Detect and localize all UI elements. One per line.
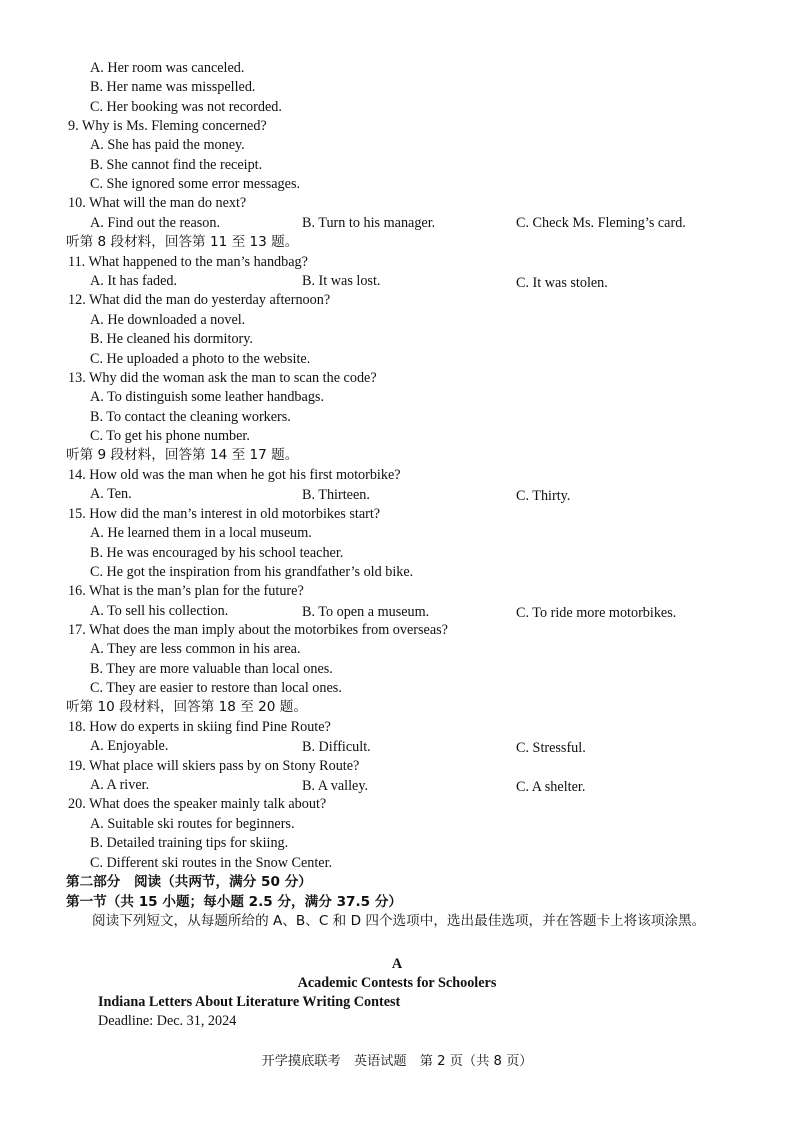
q13-option-c: C. To get his phone number. [90, 428, 250, 444]
q12-stem: 12. What did the man do yesterday afternoon? [68, 292, 331, 308]
q15-stem: 15. How did the man’s interest in old motorbikes start? [68, 506, 381, 522]
part-2-section-1-heading: 第一节（共 15 小题；每小题 2.5 分，满分 37.5 分） [66, 894, 403, 910]
q18-option-b: B. Difficult. [302, 739, 371, 755]
q16-option-a: A. To sell his collection. [90, 603, 229, 619]
q14-option-c: C. Thirty. [516, 488, 571, 504]
deadline: Deadline: Dec. 31, 2024 [98, 1013, 237, 1029]
q16-option-b: B. To open a museum. [302, 604, 430, 620]
q16-stem: 16. What is the man’s plan for the future? [68, 583, 304, 599]
passage-letter: A [391, 956, 403, 972]
passage-title: Academic Contests for Schoolers [297, 975, 497, 991]
q19-option-c: C. A shelter. [516, 779, 586, 795]
section-10-instruction: 听第 10 段材料，回答第 18 至 20 题。 [66, 699, 307, 715]
q10-option-b: B. Turn to his manager. [302, 215, 436, 231]
q19-stem: 19. What place will skiers pass by on Stony Route? [68, 758, 360, 774]
q10-option-c: C. Check Ms. Fleming’s card. [516, 215, 686, 231]
q9-option-b: B. She cannot find the receipt. [90, 157, 263, 173]
q15-option-a: A. He learned them in a local museum. [90, 525, 312, 541]
q8-option-c: C. Her booking was not recorded. [90, 99, 282, 115]
q11-option-b: B. It was lost. [302, 273, 381, 289]
q20-option-a: A. Suitable ski routes for beginners. [90, 816, 295, 832]
q17-stem: 17. What does the man imply about the motorbikes from overseas? [68, 622, 448, 638]
q8-option-b: B. Her name was misspelled. [90, 79, 256, 95]
section-9-instruction: 听第 9 段材料，回答第 14 至 17 题。 [66, 447, 299, 463]
q13-stem: 13. Why did the woman ask the man to scan the code? [68, 370, 377, 386]
q20-stem: 20. What does the speaker mainly talk about? [68, 796, 327, 812]
q20-option-c: C. Different ski routes in the Snow Center. [90, 855, 333, 871]
q13-option-b: B. To contact the cleaning workers. [90, 409, 291, 425]
q14-option-b: B. Thirteen. [302, 487, 370, 503]
part-2-heading: 第二部分 阅读（共两节，满分 50 分） [66, 874, 312, 890]
q15-option-b: B. He was encouraged by his school teacher. [90, 545, 344, 561]
q9-option-c: C. She ignored some error messages. [90, 176, 301, 192]
q11-option-a: A. It has faded. [90, 273, 178, 289]
q18-stem: 18. How do experts in skiing find Pine Route? [68, 719, 331, 735]
contest-name: Indiana Letters About Literature Writing Contest [98, 994, 401, 1010]
q9-stem: 9. Why is Ms. Fleming concerned? [68, 118, 267, 134]
q10-stem: 10. What will the man do next? [68, 195, 247, 211]
q18-option-a: A. Enjoyable. [90, 738, 169, 754]
q11-option-c: C. It was stolen. [516, 275, 608, 291]
q9-option-a: A. She has paid the money. [90, 137, 245, 153]
q17-option-a: A. They are less common in his area. [90, 641, 301, 657]
q13-option-a: A. To distinguish some leather handbags. [90, 389, 324, 405]
q19-option-a: A. A river. [90, 777, 150, 793]
q8-option-a: A. Her room was canceled. [90, 60, 245, 76]
q14-stem: 14. How old was the man when he got his first motorbike? [68, 467, 401, 483]
section-8-instruction: 听第 8 段材料，回答第 11 至 13 题。 [66, 234, 299, 250]
page-footer: 开学摸底联考 英语试题 第 2 页（共 8 页） [261, 1054, 533, 1069]
q14-option-a: A. Ten. [90, 486, 132, 502]
q18-option-c: C. Stressful. [516, 740, 586, 756]
q16-option-c: C. To ride more motorbikes. [516, 605, 677, 621]
q12-option-c: C. He uploaded a photo to the website. [90, 351, 311, 367]
q11-stem: 11. What happened to the man’s handbag? [68, 254, 308, 270]
q12-option-b: B. He cleaned his dormitory. [90, 331, 253, 347]
q20-option-b: B. Detailed training tips for skiing. [90, 835, 289, 851]
q12-option-a: A. He downloaded a novel. [90, 312, 246, 328]
q10-option-a: A. Find out the reason. [90, 215, 221, 231]
q19-option-b: B. A valley. [302, 778, 369, 794]
q15-option-c: C. He got the inspiration from his grandfather’s old bike. [90, 564, 414, 580]
q17-option-c: C. They are easier to restore than local ones. [90, 680, 342, 696]
q17-option-b: B. They are more valuable than local ones. [90, 661, 333, 677]
reading-instruction: 阅读下列短文，从每题所给的 A、B、C 和 D 四个选项中，选出最佳选项，并在答题卡上将该项涂黑。 [92, 913, 706, 929]
